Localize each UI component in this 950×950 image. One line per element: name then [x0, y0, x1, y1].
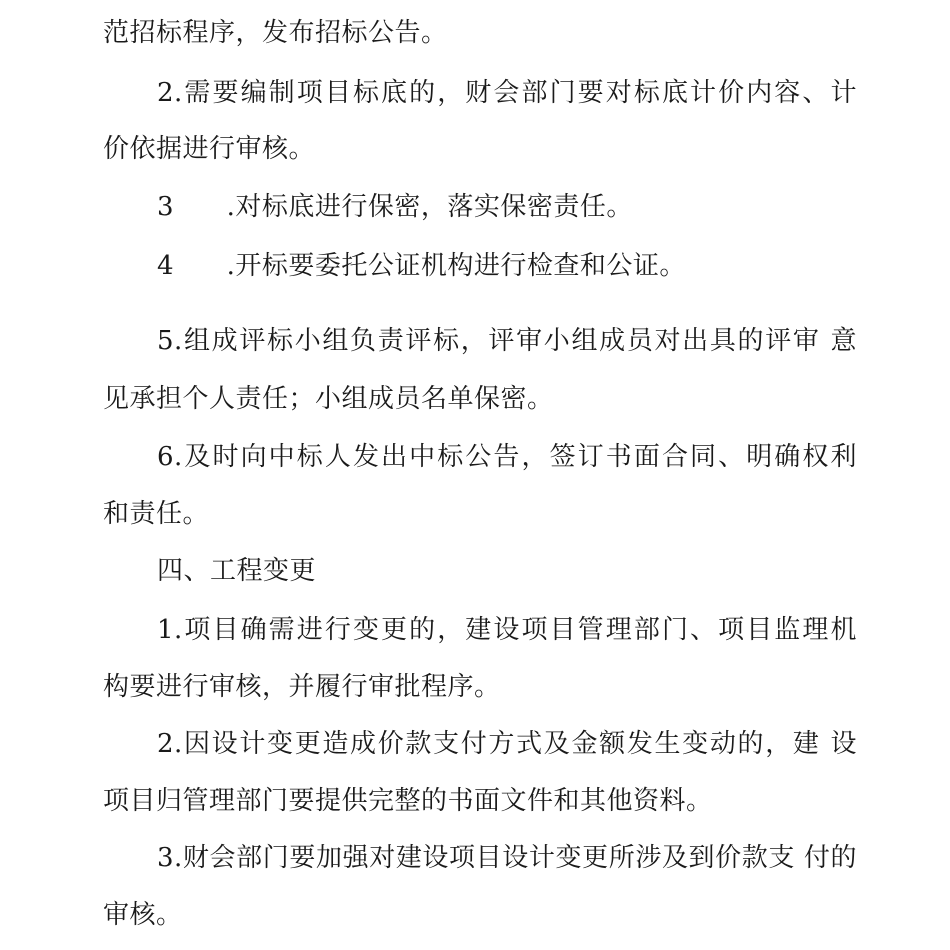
paragraph-line: 项目归管理部门要提供完整的书面文件和其他资料。 [103, 786, 713, 816]
paragraph-line: 6.及时向中标人发出中标公告，签订书面合同、明确权利 [157, 442, 857, 472]
paragraph-line: 和责任。 [103, 499, 210, 529]
paragraph-line: 1.项目确需进行变更的，建设项目管理部门、项目监理机 [157, 615, 857, 645]
section-heading: 四、工程变更 [157, 556, 317, 586]
paragraph-line: 价依据进行审核。 [103, 134, 316, 164]
paragraph-line: 3 .对标底进行保密，落实保密责任。 [157, 192, 633, 222]
paragraph-line: 2.因设计变更造成价款支付方式及金额发生变动的，建 设 [157, 729, 857, 759]
paragraph-line: 范招标程序，发布招标公告。 [103, 18, 448, 48]
paragraph-line: 构要进行审核，并履行审批程序。 [103, 672, 501, 702]
paragraph-line: 5.组成评标小组负责评标，评审小组成员对出具的评审 意 [157, 326, 857, 356]
paragraph-line: 4 .开标要委托公证机构进行检查和公证。 [157, 251, 686, 281]
paragraph-line: 2.需要编制项目标底的，财会部门要对标底计价内容、计 [157, 78, 857, 108]
paragraph-line: 3.财会部门要加强对建设项目设计变更所涉及到价款支 付的 [157, 843, 857, 873]
paragraph-line: 审核。 [103, 900, 183, 930]
paragraph-line: 见承担个人责任；小组成员名单保密。 [103, 384, 554, 414]
